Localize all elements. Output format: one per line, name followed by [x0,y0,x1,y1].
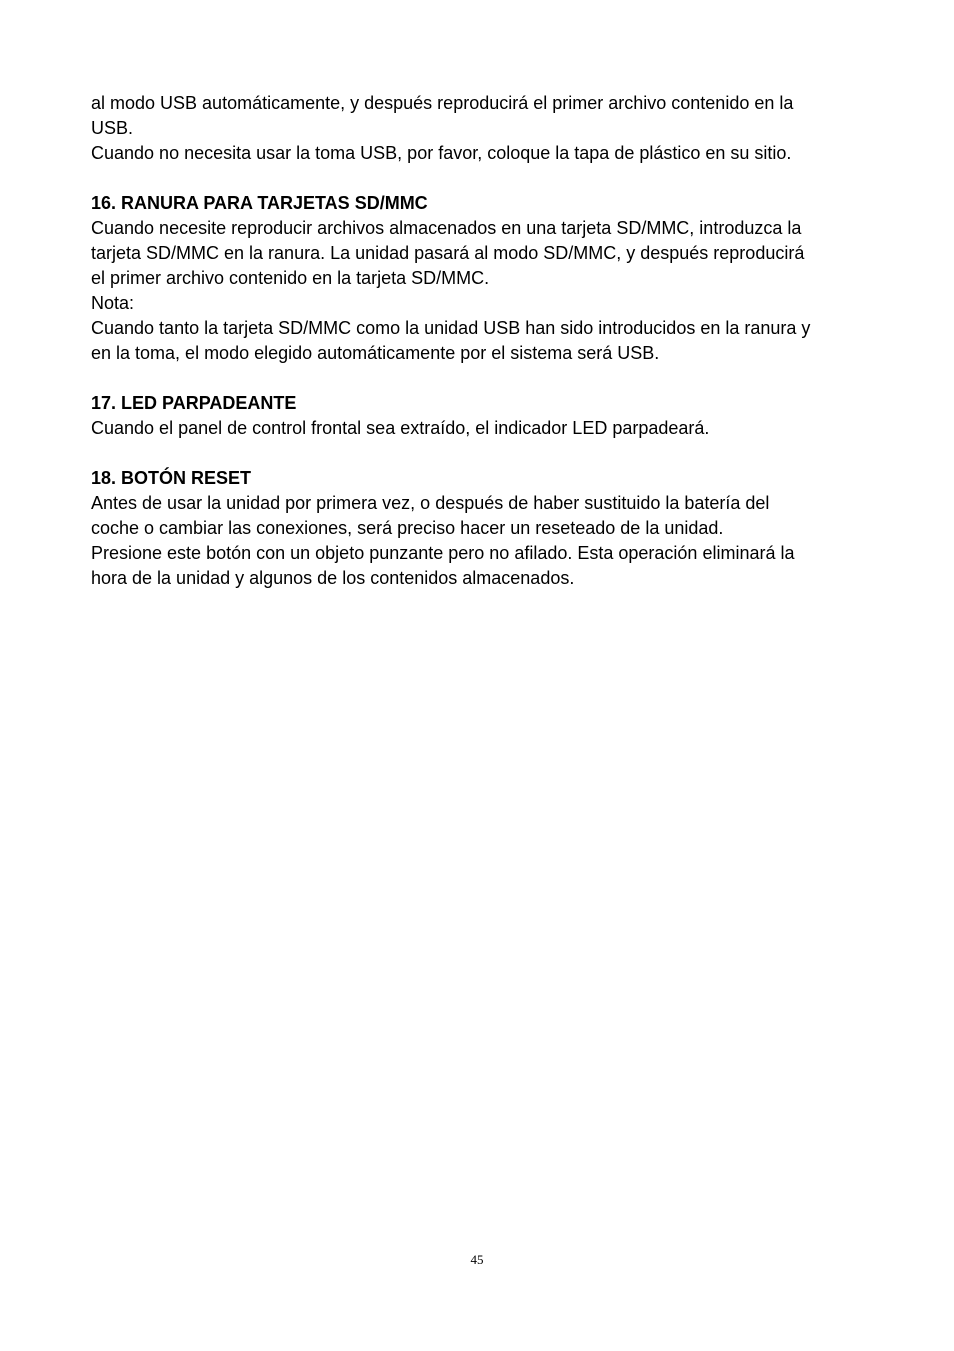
text-line: en la toma, el modo elegido automáticamente por el sistema será USB. [91,343,660,363]
section-heading: 18. BOTÓN RESET [91,468,252,488]
text-line: hora de la unidad y algunos de los contenidos almacenados. [91,568,575,588]
text-line: coche o cambiar las conexiones, será preciso hacer un reseteado de la unidad. [91,518,724,538]
section-heading: 17. LED PARPADEANTE [91,393,297,413]
text-line: Presione este botón con un objeto punzante pero no afilado. Esta operación eliminará la [91,543,795,563]
paragraph-spacer [91,366,871,391]
paragraph-spacer [91,166,871,191]
intro-paragraph [91,91,871,166]
text-line: al modo USB automáticamente, y después reproducirá el primer archivo contenido en la [91,93,794,113]
document-body [91,91,871,591]
text-line: USB. [91,118,134,138]
section-18 [91,466,871,591]
text-line: Cuando no necesita usar la toma USB, por favor, coloque la tapa de plástico en su sitio. [91,143,792,163]
text-line: Antes de usar la unidad por primera vez, o después de haber sustituido la batería del [91,493,770,513]
section-16 [91,191,871,366]
section-heading: 16. RANURA PARA TARJETAS SD/MMC [91,193,428,213]
paragraph-spacer [91,441,871,466]
section-17 [91,391,871,441]
text-line: Cuando el panel de control frontal sea extraído, el indicador LED parpadeará. [91,418,710,438]
page-number: 45 [470,1252,484,1267]
text-line: el primer archivo contenido en la tarjeta SD/MMC. [91,268,490,288]
text-line: Cuando tanto la tarjeta SD/MMC como la unidad USB han sido introducidos en la ranura y [91,318,811,338]
note-label: Nota: [91,293,135,313]
text-line: tarjeta SD/MMC en la ranura. La unidad pasará al modo SD/MMC, y después reproducirá [91,243,805,263]
text-line: Cuando necesite reproducir archivos almacenados en una tarjeta SD/MMC, introduzca la [91,218,802,238]
